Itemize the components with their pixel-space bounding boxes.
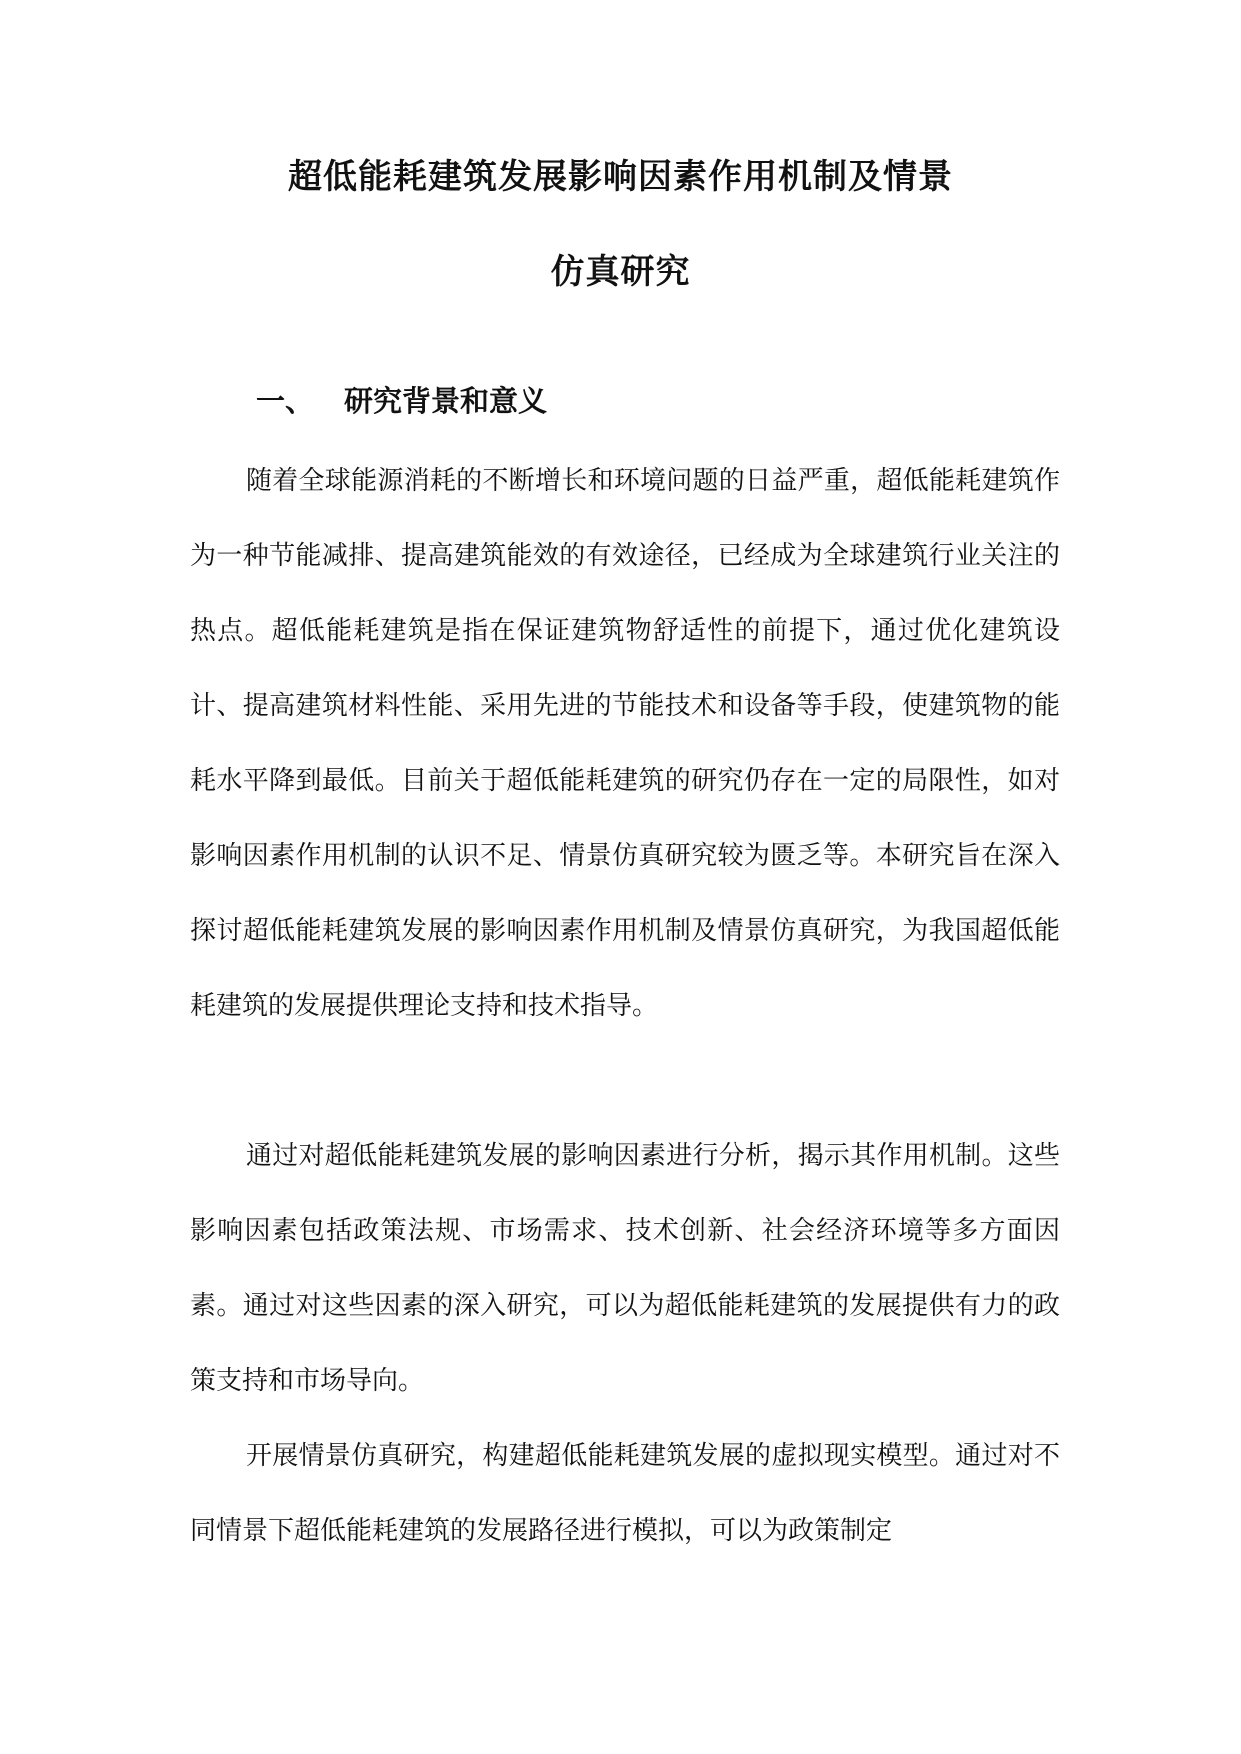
document-title-line-2: 仿真研究: [550, 252, 691, 292]
paragraph-background: 随着全球能源消耗的不断增长和环境问题的日益严重，超低能耗建筑作为一种节能减排、提高建筑能效的有效途径，已经成为全球建筑行业关注的热点。超低能耗建筑是指在保证建筑物舒适性的前提下，通过优化建筑设计、提高建筑材料性能、采用先进的节能技术和设备等手段，使建筑物的能耗水平降到最低。目前关于超低能耗建筑的研究仍存在一定的局限性，如对影响因素作用机制的认识不足、情景仿真研究较为匮乏等。本研究旨在深入探讨超低能耗建筑发展的影响因素作用机制及情景仿真研究，为我国超低能耗建筑的发展提供理论支持和技术指导。: [190, 466, 1060, 1021]
section-heading: [256, 383, 547, 419]
section-number: 一、: [256, 384, 315, 418]
section-title: 研究背景和意义: [344, 384, 548, 418]
paragraph-influencing-factors: 通过对超低能耗建筑发展的影响因素进行分析，揭示其作用机制。这些影响因素包括政策法规、市场需求、技术创新、社会经济环境等多方面因素。通过对这些因素的深入研究，可以为超低能耗建筑的发展提供有力的政策支持和市场导向。: [190, 1141, 1060, 1396]
document-title-line-1: 超低能耗建筑发展影响因素作用机制及情景: [288, 157, 953, 197]
paragraph-scenario-simulation: 开展情景仿真研究，构建超低能耗建筑发展的虚拟现实模型。通过对不同情景下超低能耗建筑的发展路径进行模拟，可以为政策制定: [190, 1441, 1060, 1546]
